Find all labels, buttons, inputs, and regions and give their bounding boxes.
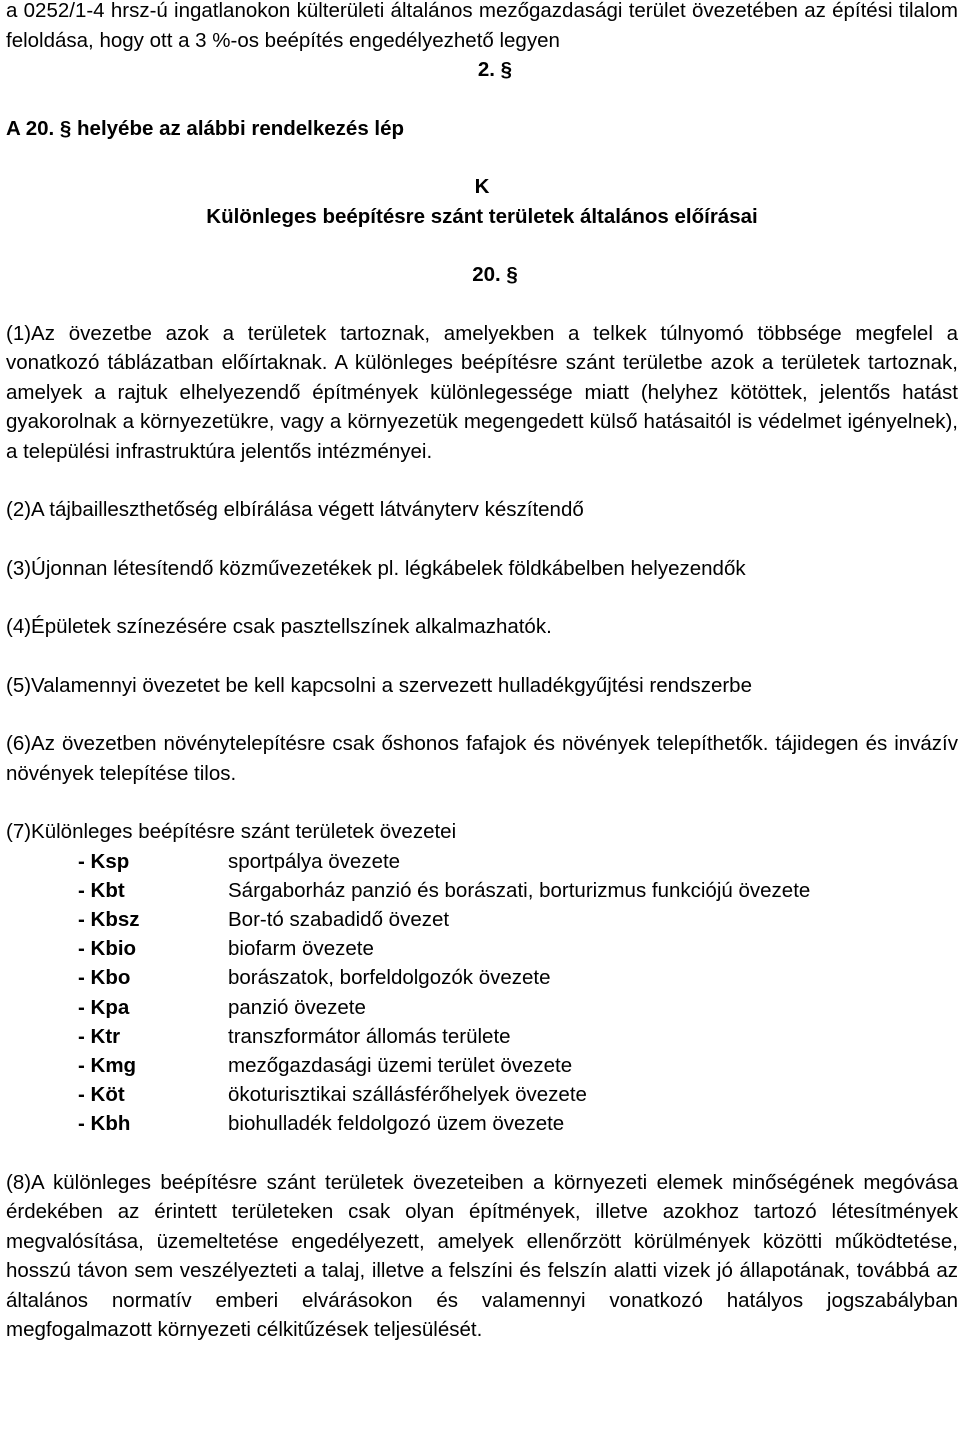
zone-name: transzformátor állomás területe — [228, 1024, 511, 1048]
paragraph-7-title: (7)Különleges beépítésre szánt területek övezetei — [6, 820, 457, 843]
section-2-heading: 2. § — [477, 58, 513, 81]
paragraph-6: (6)Az övezetben növénytelepítésre csak őshonos fafajok és növények telepíthetők. tájidegen és invázív növények telepítése tilos. — [6, 732, 958, 785]
zone-row — [78, 993, 810, 1022]
chapter-letter: K — [474, 175, 490, 198]
zone-row — [78, 963, 810, 992]
replacement-line: A 20. § helyébe az alábbi rendelkezés lép — [6, 116, 405, 140]
zone-name: mezőgazdasági üzemi terület övezete — [228, 1053, 573, 1077]
zone-row — [78, 934, 810, 963]
zone-list — [78, 847, 810, 1139]
paragraph-5: (5)Valamennyi övezetet be kell kapcsolni a szervezett hulladékgyűjtési rendszerbe — [6, 673, 752, 697]
section-20-heading: 20. § — [472, 263, 518, 286]
zone-row — [78, 847, 810, 876]
zone-code: - Kbo — [78, 966, 131, 990]
zone-code: - Kpa — [78, 995, 130, 1019]
zone-code: - Kbsz — [78, 907, 140, 931]
zone-row — [78, 876, 810, 905]
zone-row — [78, 1080, 810, 1109]
zone-name: Sárgaborház panzió és borászati, borturizmus funkciójú övezete — [228, 878, 811, 902]
zone-row — [78, 1022, 810, 1051]
paragraph-1: (1)Az övezetbe azok a területek tartoznak, amelyekben a telkek túlnyomó többsége megfelel a vonatkozó táblázatban előírtaknak. A különleges beépítésre szánt területbe azok a területek tartoznak, amelyek a rajtuk elhelyezendő építmények különlegessége miatt (helyhez kötöttek, jelentős hatást gyakorolnak a környezetükre, vagy a környezetük megengedett külső hatásaitól is védelmet igényelnek), a települési infrastruktúra jelentős intézményei. — [6, 321, 958, 463]
zone-code: - Kbio — [78, 937, 137, 961]
zone-name: panzió övezete — [228, 995, 366, 1019]
intro-paragraph: a 0252/1-4 hrsz-ú ingatlanokon külterületi általános mezőgazdasági terület övezetében az építési tilalom feloldása, hogy ott a 3 %-os beépítés engedélyezhető legyen — [6, 0, 958, 52]
zone-row — [78, 1051, 810, 1080]
zone-row — [78, 905, 810, 934]
zone-code: - Kbt — [78, 878, 125, 902]
zone-code: - Köt — [78, 1083, 125, 1107]
zone-name: biofarm övezete — [228, 937, 374, 961]
document-page — [6, 0, 958, 1345]
zone-name: biohulladék feldolgozó üzem övezete — [228, 1112, 565, 1136]
paragraph-8: (8)A különleges beépítésre szánt területek övezeteiben a környezeti elemek minőségének megóvása érdekében az érintett területeken csak olyan építmények, illetve azokhoz tartozó létesítmények megvalósítása, üzemeltetése engedélyezett, amelyek ellenőrzött körülmények közötti működtetése, hosszú távon sem veszélyezteti a talaj, illetve a felszíni és felszín alatti vizek jó állapotának, továbbá az általános normatív emberi elvárásokon és valamennyi vonatkozó hatályos jogszabályban megfogalmazott környezeti célkitűzések teljesülését. — [6, 1170, 958, 1342]
chapter-title: Különleges beépítésre szánt területek általános előírásai — [206, 204, 758, 228]
zone-row — [78, 1109, 810, 1138]
zone-name: Bor-tó szabadidő övezet — [228, 907, 450, 931]
zone-code: - Ksp — [78, 849, 130, 873]
paragraph-2: (2)A tájbailleszthetőség elbírálása végett látványterv készítendő — [6, 498, 584, 521]
paragraph-7 — [6, 817, 958, 1139]
paragraph-3: (3)Újonnan létesítendő közművezetékek pl. légkábelek földkábelben helyezendők — [6, 556, 746, 580]
zone-code: - Ktr — [78, 1024, 121, 1048]
zone-name: sportpálya övezete — [228, 849, 401, 873]
zone-name: borászatok, borfeldolgozók övezete — [228, 966, 551, 990]
zone-code: - Kmg — [78, 1053, 137, 1077]
zone-name: ökoturisztikai szállásférőhelyek övezete — [228, 1083, 587, 1107]
paragraph-4: (4)Épületek színezésére csak pasztellszínek alkalmazhatók. — [6, 615, 552, 638]
zone-code: - Kbh — [78, 1112, 131, 1136]
